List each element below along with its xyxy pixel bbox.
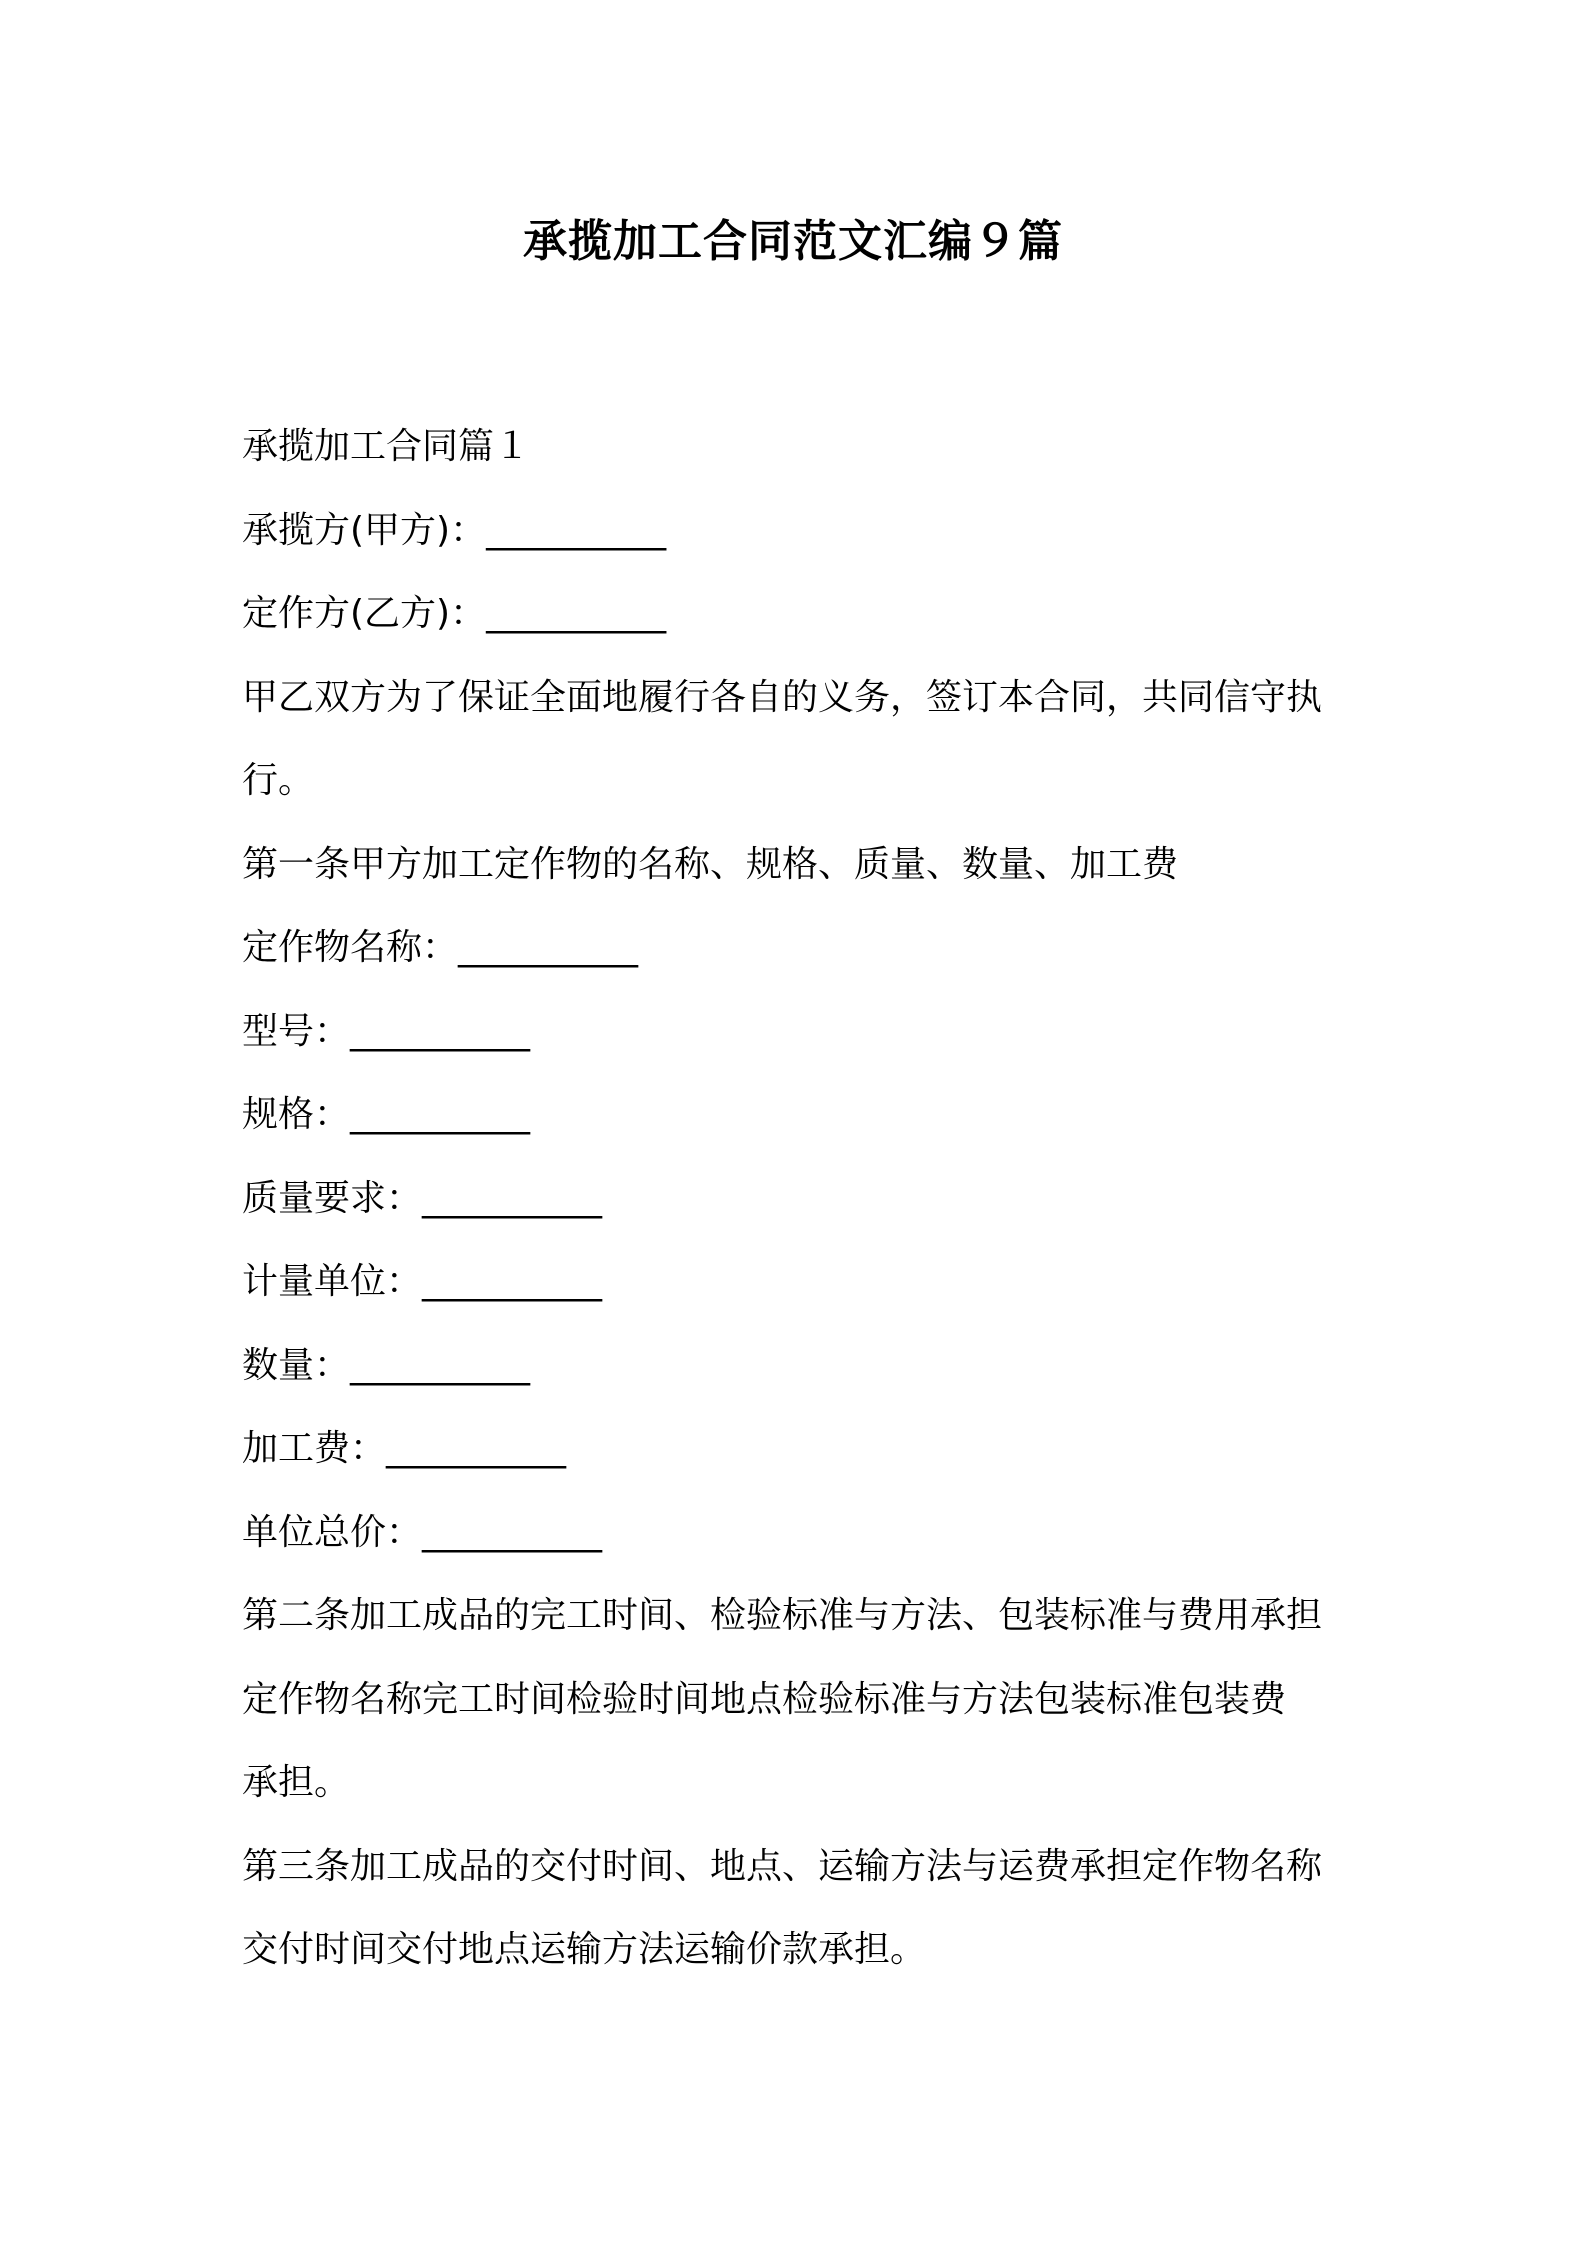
article-2-line-2: 定作物名称完工时间检验时间地点检验标准与方法包装标准包装费 [242,1678,1287,1720]
processing-fee-field: 加工费：__________ [242,1428,567,1469]
article-3-line-1: 第三条加工成品的交付时间、地点、运输方法与运费承担定作物名称 [242,1845,1323,1887]
quantity-field: 数量：__________ [242,1344,531,1386]
unit-total-price-field: 单位总价：__________ [242,1511,603,1553]
article-3-line-2: 交付时间交付地点运输方法运输价款承担。 [242,1929,927,1970]
unit-of-measure-field: 计量单位：__________ [242,1261,603,1302]
contractor-party-field: 承揽方(甲方)：__________ [242,509,667,551]
preamble-line-2: 行。 [242,760,315,801]
article-2-line-3: 承担。 [242,1762,351,1803]
article-2-line-1: 第二条加工成品的完工时间、检验标准与方法、包装标准与费用承担 [242,1595,1323,1636]
model-field: 型号：__________ [242,1010,531,1052]
section-heading-part-1: 承揽加工合同篇１ [242,426,531,467]
article-1-heading: 第一条甲方加工定作物的名称、规格、质量、数量、加工费 [242,843,1179,885]
document-title: 承揽加工合同范文汇编９篇 [523,216,1063,267]
client-party-field: 定作方(乙方)：__________ [242,593,667,634]
document-body [242,405,1362,1992]
preamble-line-1: 甲乙双方为了保证全面地履行各自的义务，签订本合同，共同信守执 [242,676,1323,718]
quality-requirement-field: 质量要求：__________ [242,1177,603,1219]
item-name-field: 定作物名称：__________ [242,927,639,968]
specification-field: 规格：__________ [242,1094,531,1135]
